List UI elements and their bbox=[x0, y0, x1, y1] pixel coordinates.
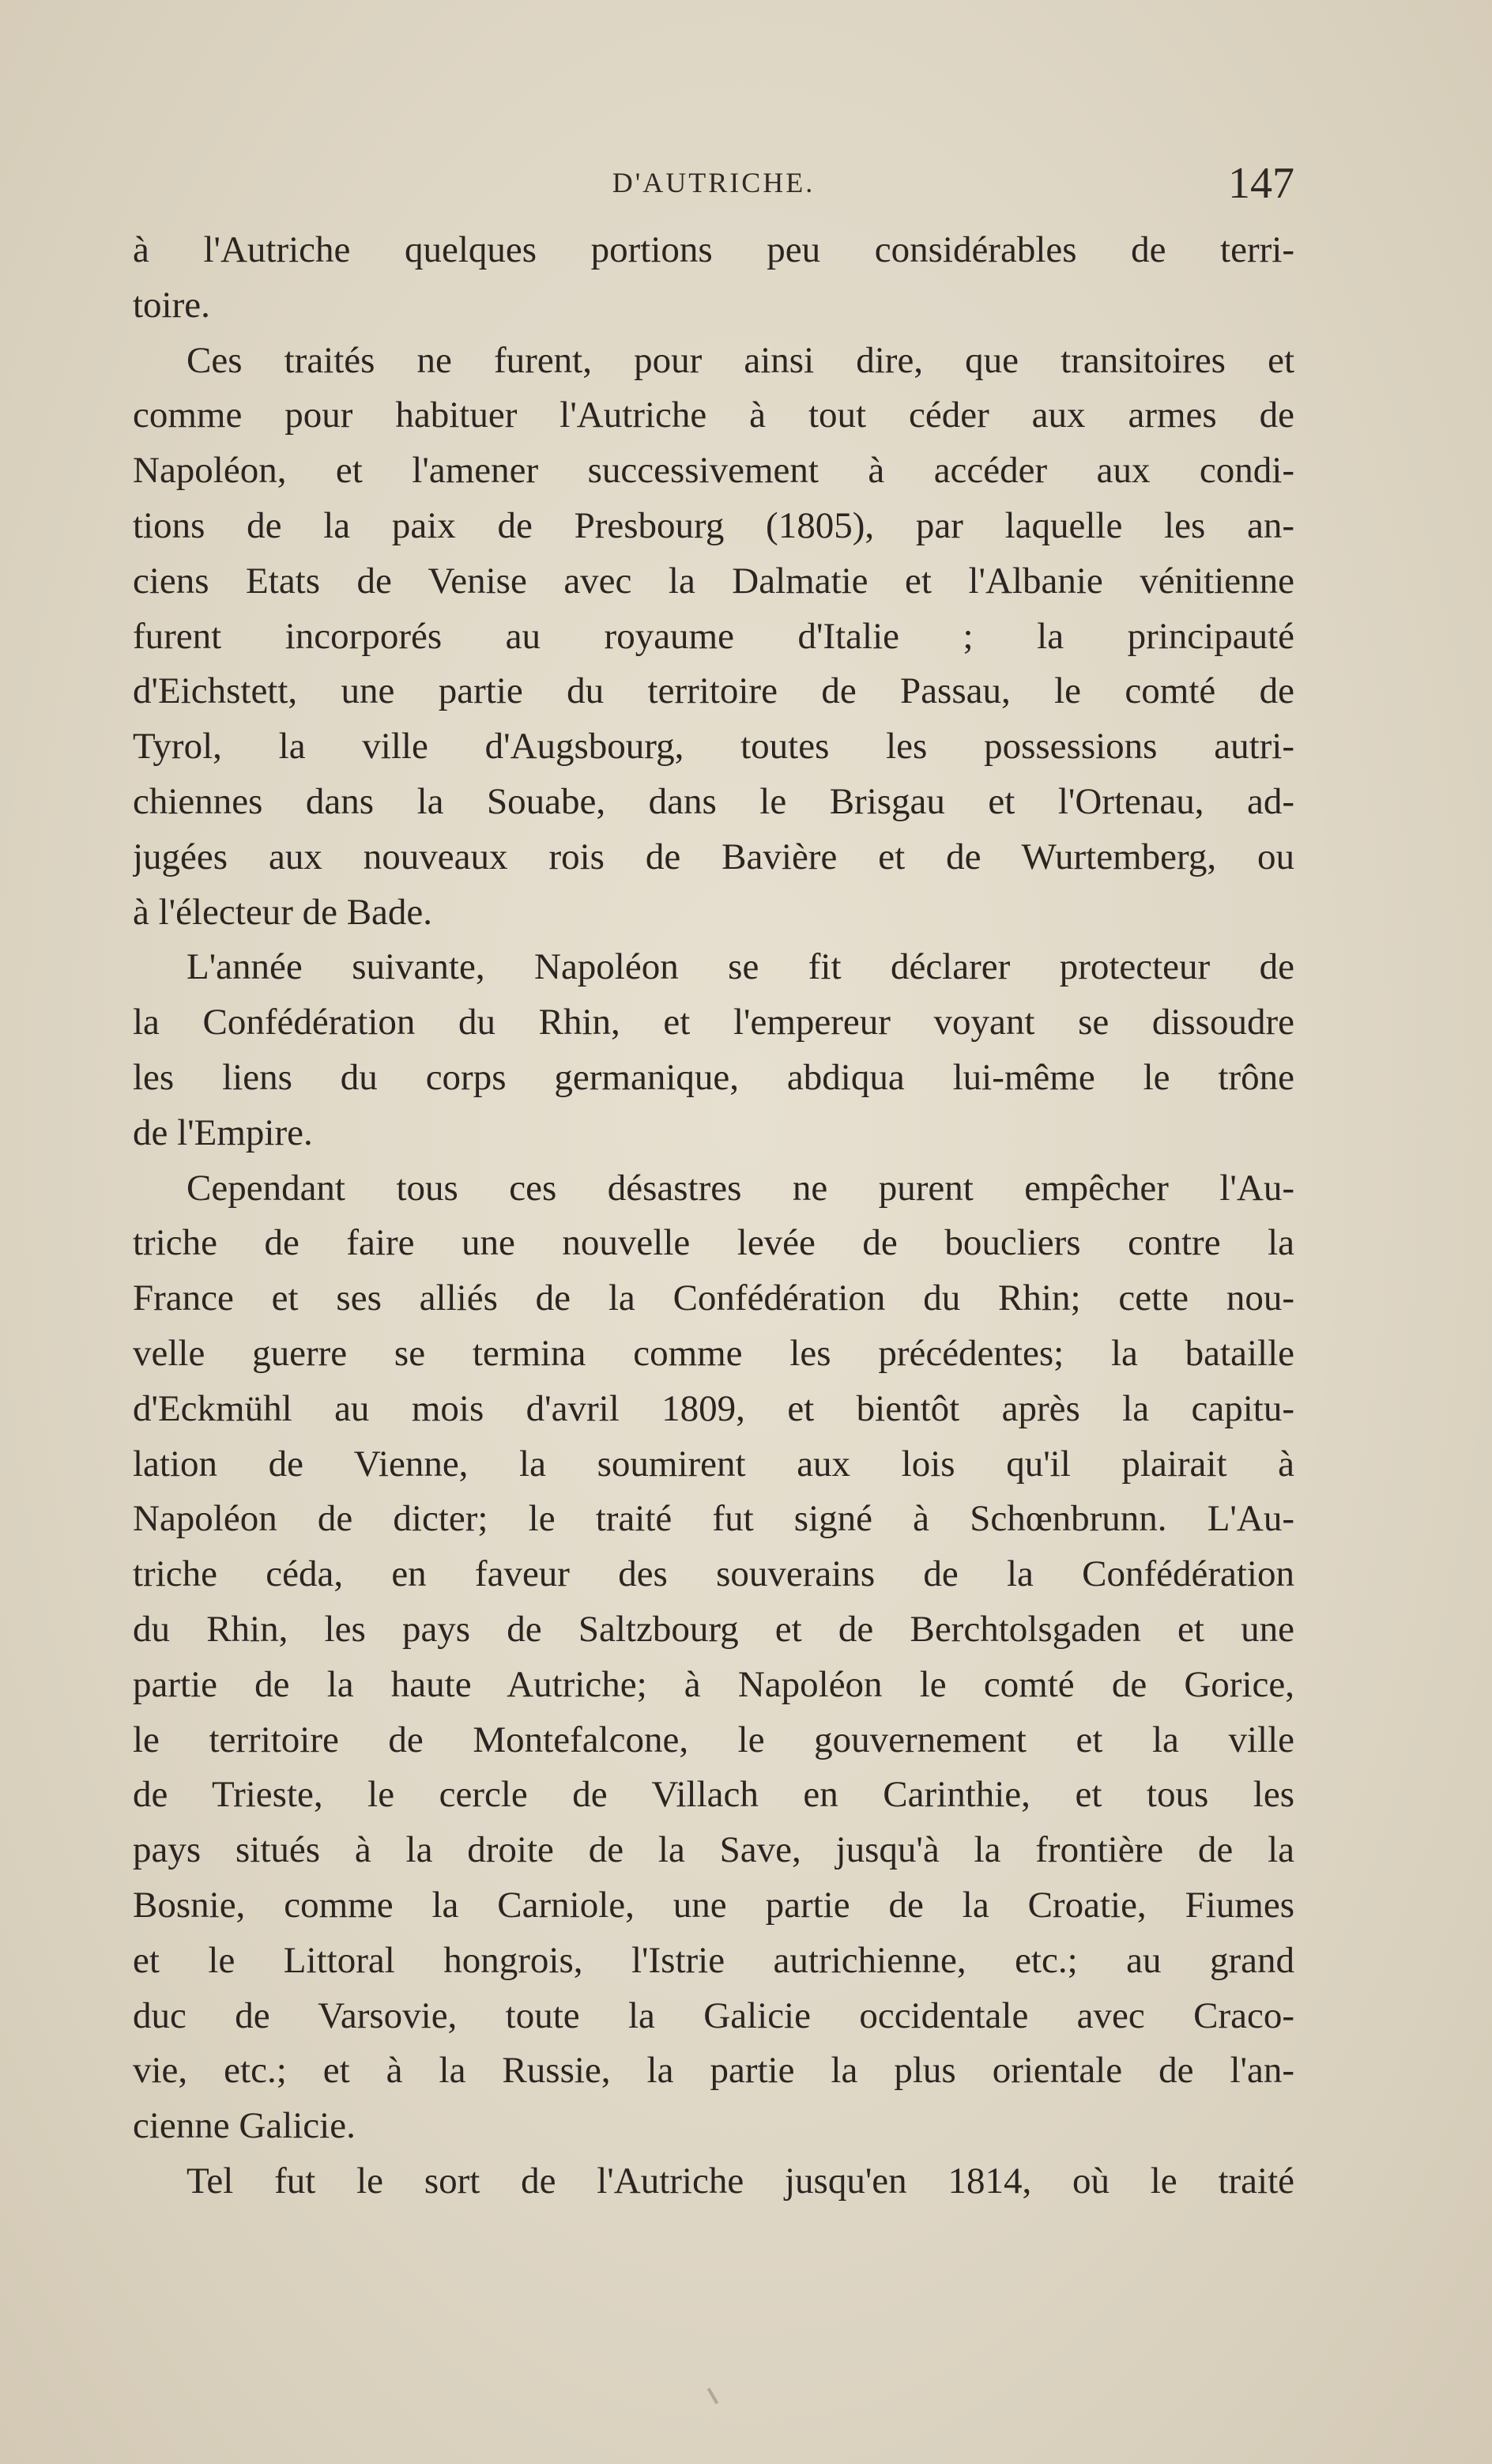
text-line: cienne Galicie. bbox=[133, 2105, 356, 2147]
running-head bbox=[133, 158, 1294, 206]
text-line: toire. bbox=[133, 284, 210, 326]
text-line: la Confédération du Rhin, et l'empereur voyant se dissoudre bbox=[133, 1002, 1294, 1043]
text-line: les liens du corps germanique, abdiqua lui-même le trône bbox=[133, 1056, 1294, 1098]
running-head-title: D'AUTRICHE. bbox=[612, 167, 816, 198]
text-line: à l'Autriche quelques portions peu considérables de terri- bbox=[133, 229, 1294, 270]
text-line: Bosnie, comme la Carniole, une partie de la Croatie, Fiumes bbox=[133, 1884, 1294, 1926]
text-line: à l'électeur de Bade. bbox=[133, 891, 433, 933]
text-line: lation de Vienne, la soumirent aux lois qu'il plairait à bbox=[133, 1443, 1294, 1485]
text-line: et le Littoral hongrois, l'Istrie autrichienne, etc.; au grand bbox=[133, 1939, 1294, 1981]
text-line: duc de Varsovie, toute la Galicie occidentale avec Craco- bbox=[133, 1994, 1294, 2036]
text-line: Ces traités ne furent, pour ainsi dire, que transitoires et bbox=[186, 339, 1294, 381]
text-line: furent incorporés au royaume d'Italie ; la principauté bbox=[133, 615, 1294, 657]
text-line: d'Eckmühl au mois d'avril 1809, et bientôt après la capitu- bbox=[133, 1387, 1294, 1429]
text-line: triche céda, en faveur des souverains de la Confédération bbox=[133, 1553, 1294, 1595]
text-line: jugées aux nouveaux rois de Bavière et de Wurtemberg, ou bbox=[133, 836, 1294, 877]
text-line: vie, etc.; et à la Russie, la partie la plus orientale de l'an- bbox=[133, 2050, 1294, 2092]
text-line: ciens Etats de Venise avec la Dalmatie et l'Albanie vénitienne bbox=[133, 560, 1294, 602]
text-line: tions de la paix de Presbourg (1805), par laquelle les an- bbox=[133, 504, 1294, 546]
page-mark bbox=[707, 2387, 718, 2404]
text-line: triche de faire une nouvelle levée de boucliers contre la bbox=[133, 1222, 1294, 1264]
text-line: pays situés à la droite de la Save, jusqu'à la frontière de la bbox=[133, 1829, 1294, 1871]
text-line: Napoléon de dicter; le traité fut signé à Schœnbrunn. L'Au- bbox=[133, 1498, 1294, 1540]
text-line: comme pour habituer l'Autriche à tout céder aux armes de bbox=[133, 394, 1294, 436]
body-text bbox=[133, 223, 1294, 2209]
text-line: L'année suivante, Napoléon se fit déclarer protecteur de bbox=[186, 946, 1294, 988]
text-line: Tel fut le sort de l'Autriche jusqu'en 1814, où le traité bbox=[186, 2160, 1294, 2202]
text-line: velle guerre se termina comme les précédentes; la bataille bbox=[133, 1332, 1294, 1374]
text-line: d'Eichstett, une partie du territoire de Passau, le comté de bbox=[133, 670, 1294, 712]
text-line: le territoire de Montefalcone, le gouvernement et la ville bbox=[133, 1719, 1294, 1760]
page-number: 147 bbox=[1228, 159, 1294, 208]
text-line: chiennes dans la Souabe, dans le Brisgau et l'Ortenau, ad- bbox=[133, 780, 1294, 822]
text-line: de Trieste, le cercle de Villach en Carinthie, et tous les bbox=[133, 1774, 1294, 1816]
text-line: du Rhin, les pays de Saltzbourg et de Berchtolsgaden et une bbox=[133, 1608, 1294, 1650]
text-line: France et ses alliés de la Confédération du Rhin; cette nou- bbox=[133, 1277, 1294, 1319]
text-line: de l'Empire. bbox=[133, 1111, 313, 1153]
text-line: Cependant tous ces désastres ne purent empêcher l'Au- bbox=[186, 1167, 1294, 1209]
text-line: Tyrol, la ville d'Augsbourg, toutes les possessions autri- bbox=[133, 726, 1294, 768]
text-line: Napoléon, et l'amener successivement à accéder aux condi- bbox=[133, 450, 1294, 492]
text-line: partie de la haute Autriche; à Napoléon le comté de Gorice, bbox=[133, 1663, 1294, 1705]
